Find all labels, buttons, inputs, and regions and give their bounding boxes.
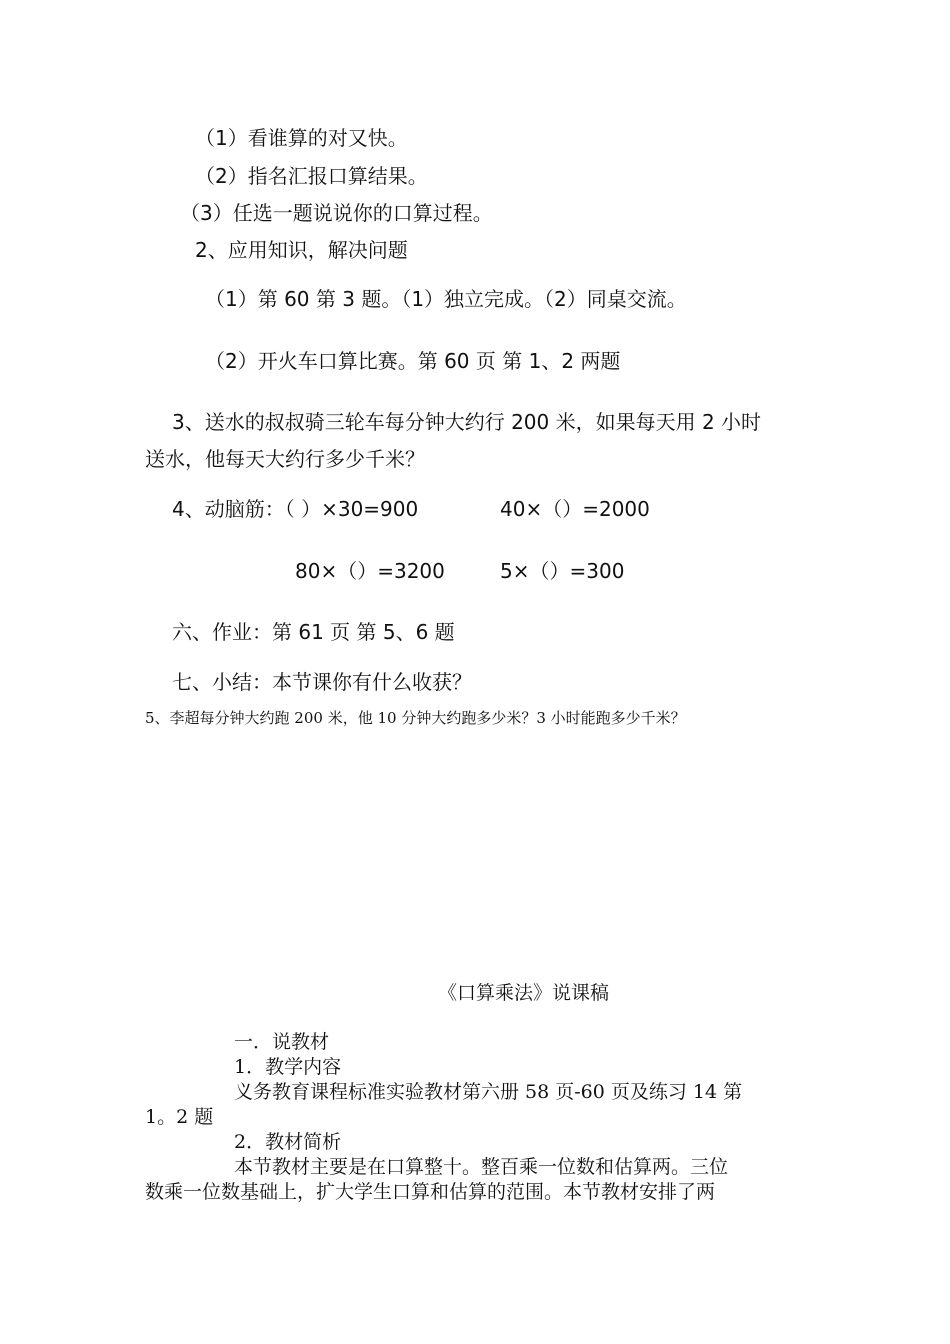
subheading-analysis: 2．教材简析 <box>234 1131 342 1153</box>
step-2: （2）指名汇报口算结果。 <box>195 164 428 188</box>
paragraph-2-line-2: 数乘一位数基础上，扩大学生口算和估算的范围。本节教材安排了两 <box>145 1181 716 1203</box>
problem-3-line-1: 3、送水的叔叔骑三轮车每分钟大约行 200 米，如果每天用 2 小时 <box>172 410 762 434</box>
subheading-content: 1．教学内容 <box>234 1056 342 1078</box>
paragraph-1-line-1: 义务教育课程标准实验教材第六册 58 页-60 页及练习 14 第 <box>234 1081 743 1103</box>
problem-4-right: 40×（）=2000 <box>500 497 650 521</box>
apply-item-1: （1）第 60 第 3 题。（1）独立完成。（2）同桌交流。 <box>205 287 687 311</box>
problem-4-left: 4、动脑筋：（ ）×30=900 <box>172 497 419 521</box>
problem-4-row2-right: 5×（）=300 <box>500 559 625 583</box>
paragraph-1-line-2: 1。2 题 <box>145 1106 214 1128</box>
apply-item-2: （2）开火车口算比赛。第 60 页 第 1、2 两题 <box>205 349 621 373</box>
problem-5: 5、李超每分钟大约跑 200 米，他 10 分钟大约跑多少米？3 小时能跑多少千米？ <box>145 709 686 727</box>
step-1: （1）看谁算的对又快。 <box>195 126 408 150</box>
section-apply-heading: 2、应用知识，解决问题 <box>195 238 408 262</box>
step-3: （3）任选一题说说你的口算过程。 <box>180 201 493 225</box>
homework: 六、作业：第 61 页 第 5、6 题 <box>172 620 455 644</box>
summary: 七、小结：本节课你有什么收获？ <box>172 670 472 694</box>
page-title: 《口算乘法》说课稿 <box>438 982 610 1004</box>
problem-4-row2-left: 80×（）=3200 <box>295 559 445 583</box>
paragraph-2-line-1: 本节教材主要是在口算整十。整百乘一位数和估算两。三位 <box>234 1156 729 1178</box>
section-heading-1: 一．说教材 <box>234 1031 330 1053</box>
problem-3-line-2: 送水，他每天大约行多少千米？ <box>145 447 425 471</box>
